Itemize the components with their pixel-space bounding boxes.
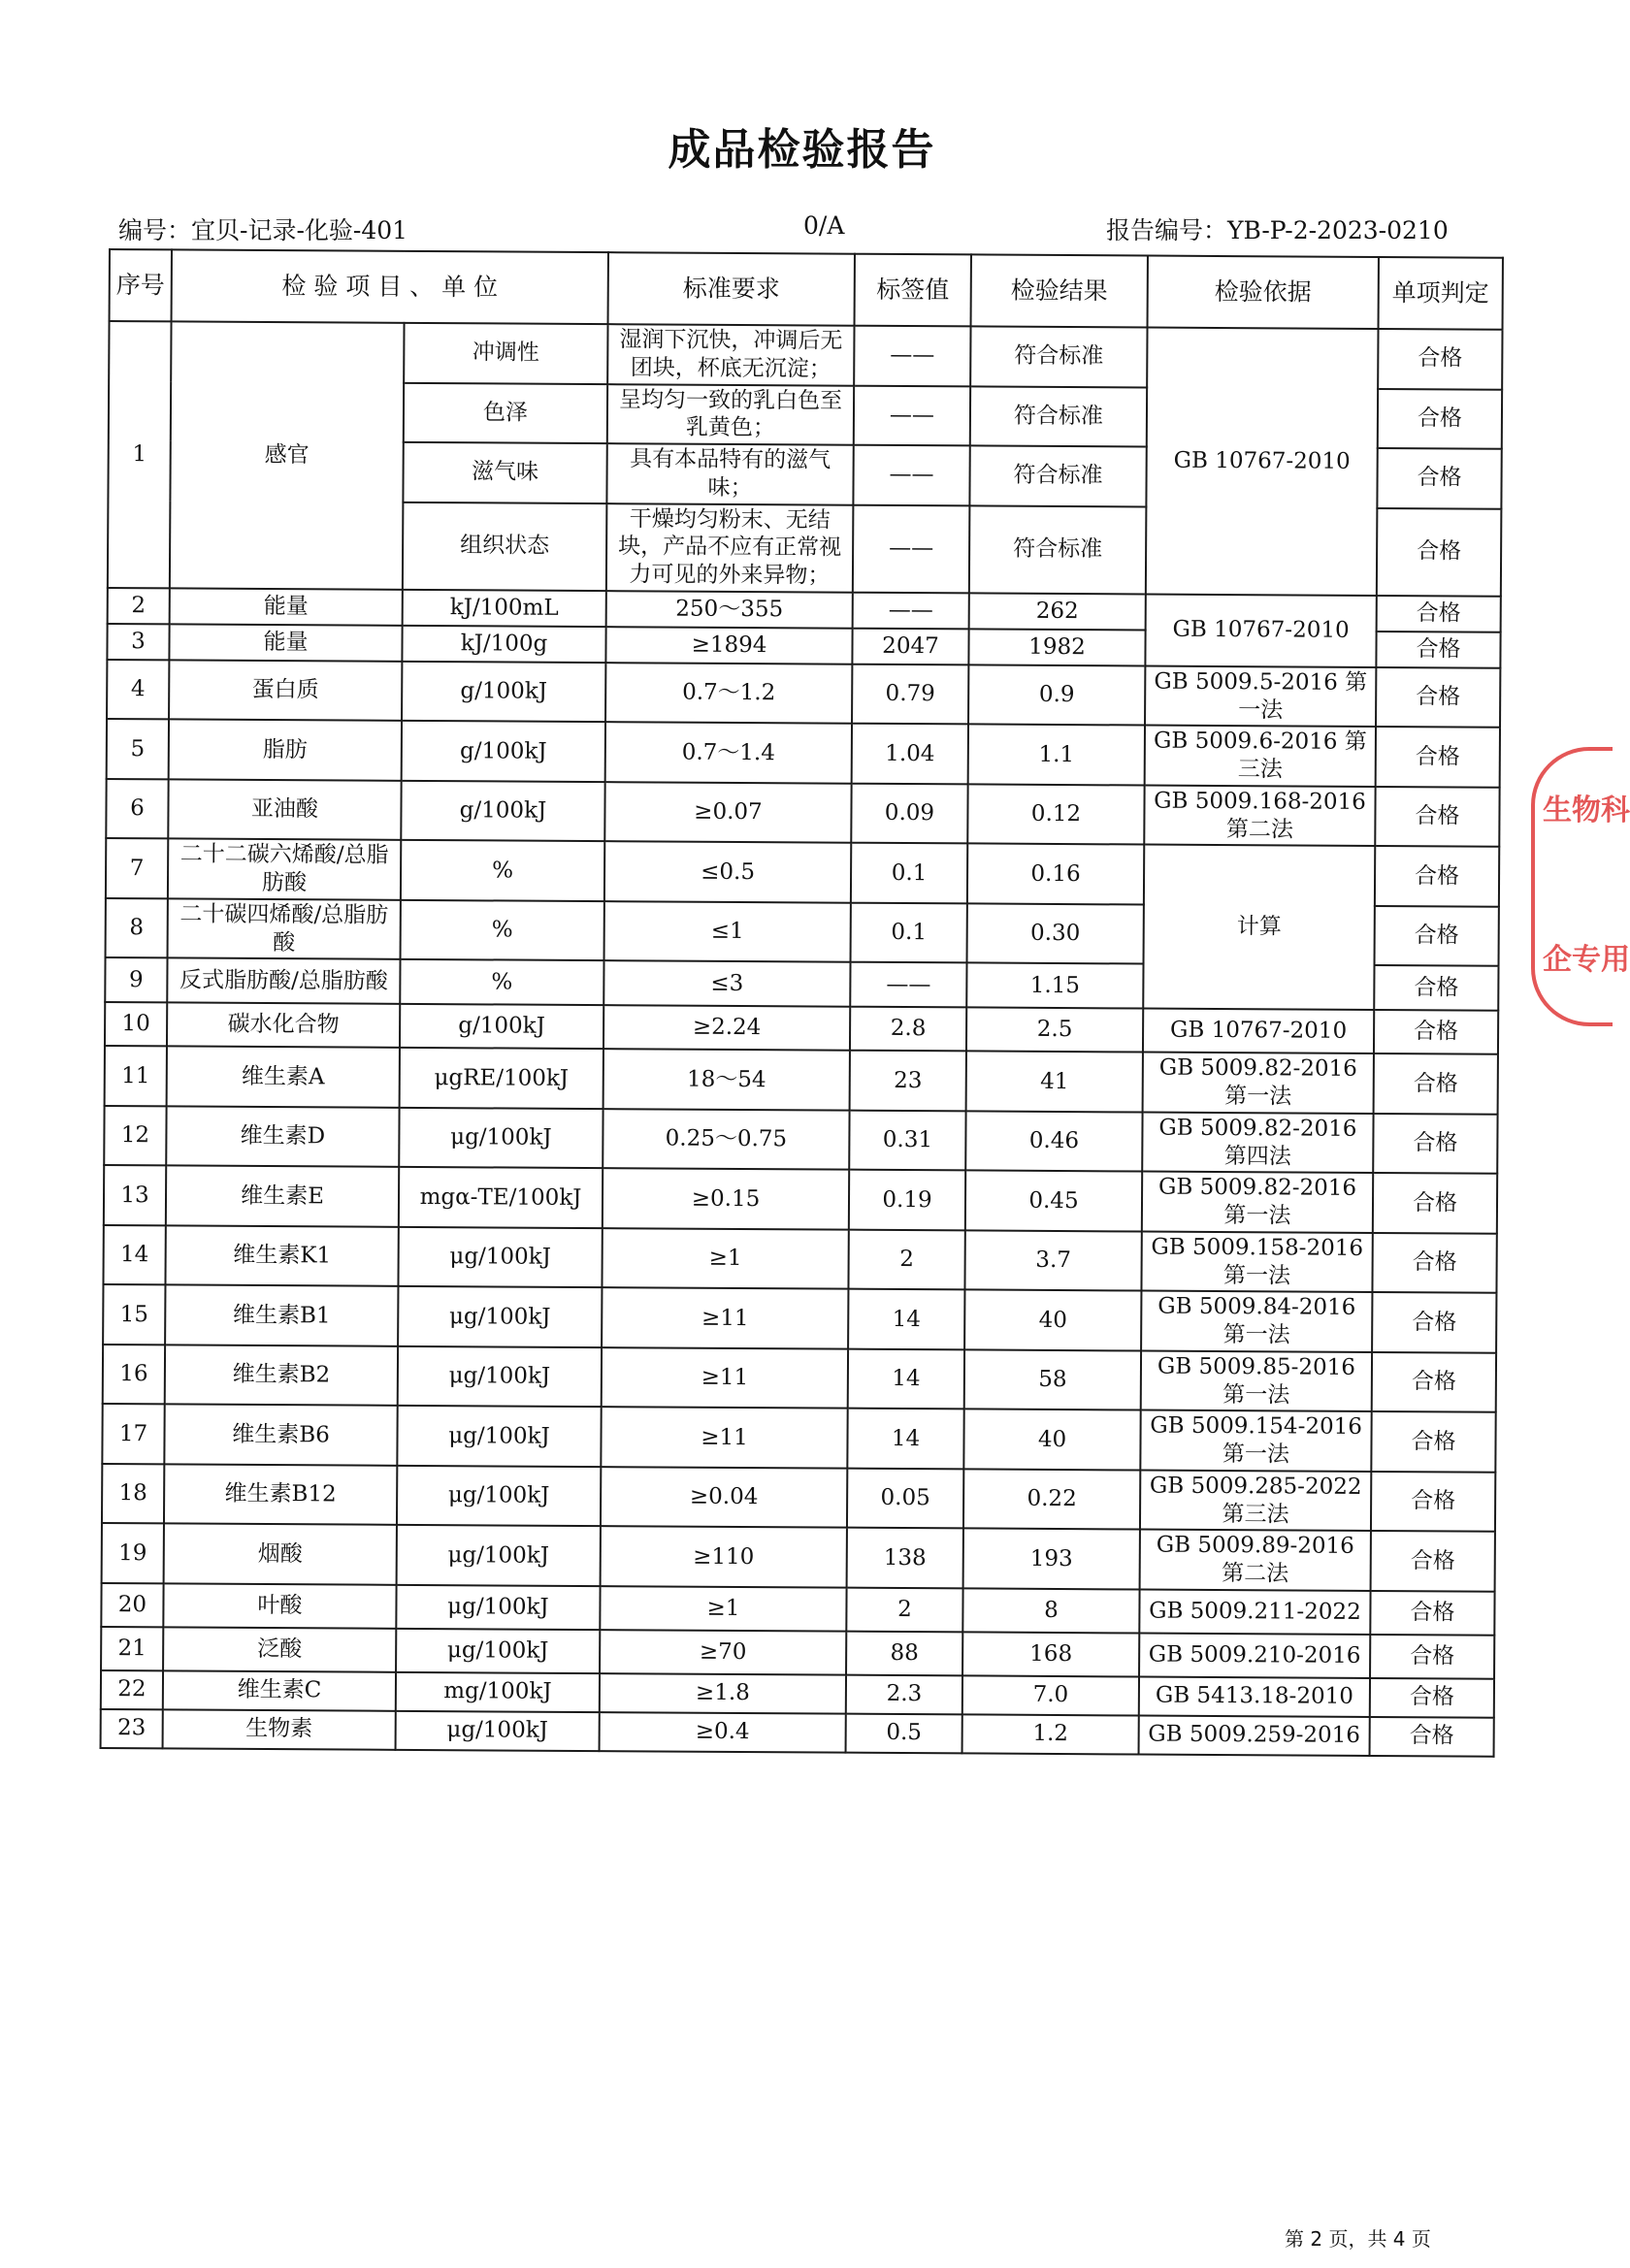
verdict-cell: 合格 bbox=[1376, 667, 1500, 728]
seq-cell: 17 bbox=[102, 1404, 164, 1464]
result-cell: 41 bbox=[966, 1052, 1143, 1113]
label-value-cell: 0.31 bbox=[849, 1110, 965, 1170]
label-value-cell: 0.05 bbox=[847, 1468, 963, 1528]
verdict-cell: 合格 bbox=[1373, 1173, 1497, 1233]
item-cell: 泛酸 bbox=[163, 1627, 396, 1671]
verdict-cell: 合格 bbox=[1376, 727, 1500, 787]
result-cell: 1.2 bbox=[962, 1714, 1139, 1754]
stamp-text-top: 生物科 bbox=[1543, 794, 1630, 827]
basis-cell: GB 5009.158-2016 第一法 bbox=[1141, 1231, 1372, 1292]
report-number: 报告编号：YB-P-2-2023-0210 bbox=[1106, 216, 1449, 244]
label-value-cell: 2.3 bbox=[846, 1674, 962, 1714]
seq-cell: 23 bbox=[101, 1709, 163, 1748]
seq-cell: 5 bbox=[107, 719, 169, 779]
unit-cell: g/100kJ bbox=[402, 721, 605, 782]
item-cell: 维生素B12 bbox=[164, 1464, 397, 1525]
item-cell: 碳水化合物 bbox=[167, 1003, 400, 1048]
basis-cell: GB 5009.168-2016 第二法 bbox=[1144, 785, 1375, 846]
requirement-cell: 250～355 bbox=[606, 591, 853, 629]
table-row bbox=[104, 1106, 1497, 1174]
header-item: 检 验 项 目 、 单 位 bbox=[172, 249, 608, 324]
label-value-cell: 2047 bbox=[852, 628, 968, 664]
requirement-cell: ≥11 bbox=[601, 1407, 847, 1468]
red-seal-stamp bbox=[1531, 747, 1630, 1026]
label-value-cell: 1.04 bbox=[852, 724, 968, 784]
verdict-cell: 合格 bbox=[1374, 1053, 1498, 1114]
label-value-cell: —— bbox=[853, 445, 969, 505]
label-value-cell: 2.8 bbox=[850, 1007, 966, 1052]
item-cell: 维生素D bbox=[166, 1106, 399, 1167]
verdict-cell: 合格 bbox=[1377, 507, 1502, 596]
label-value-cell: 14 bbox=[848, 1289, 964, 1349]
seq-cell: 19 bbox=[102, 1523, 164, 1583]
result-cell: 1.1 bbox=[968, 725, 1145, 786]
result-cell: 193 bbox=[963, 1529, 1140, 1590]
unit-cell: % bbox=[401, 840, 604, 901]
verdict-cell: 合格 bbox=[1377, 448, 1501, 508]
verdict-cell: 合格 bbox=[1371, 1531, 1495, 1591]
unit-cell: μg/100kJ bbox=[398, 1227, 602, 1288]
label-value-cell: —— bbox=[853, 504, 970, 593]
table-row bbox=[103, 1345, 1496, 1412]
basis-cell: GB 5009.84-2016 第一法 bbox=[1141, 1291, 1372, 1352]
result-cell: 符合标准 bbox=[970, 386, 1147, 447]
unit-cell: μg/100kJ bbox=[397, 1406, 601, 1467]
table-row bbox=[107, 719, 1500, 787]
label-value-cell: 14 bbox=[847, 1409, 963, 1469]
seq-cell: 11 bbox=[105, 1046, 167, 1106]
seq-cell: 13 bbox=[104, 1165, 166, 1225]
table-row bbox=[104, 1165, 1497, 1233]
basis-cell: GB 5009.85-2016 第一法 bbox=[1141, 1350, 1372, 1411]
label-value-cell: —— bbox=[850, 962, 966, 1008]
item-cell: 反式脂肪酸/总脂肪酸 bbox=[167, 958, 400, 1004]
verdict-cell: 合格 bbox=[1375, 846, 1499, 906]
table-row bbox=[106, 838, 1499, 906]
item-cell: 维生素C bbox=[163, 1670, 396, 1710]
result-cell: 0.30 bbox=[967, 903, 1144, 964]
requirement-cell: ≥0.04 bbox=[601, 1467, 847, 1528]
report-title: 成品检验报告 bbox=[668, 125, 936, 175]
verdict-cell: 合格 bbox=[1375, 906, 1499, 966]
verdict-cell: 合格 bbox=[1378, 329, 1502, 389]
requirement-cell: 呈均匀一致的乳白色至乳黄色； bbox=[607, 384, 854, 445]
result-cell: 58 bbox=[964, 1349, 1141, 1410]
unit-cell: kJ/100mL bbox=[403, 590, 606, 627]
requirement-cell: 0.25～0.75 bbox=[603, 1109, 849, 1170]
seq-cell: 2 bbox=[108, 588, 170, 624]
item-cell: 二十碳四烯酸/总脂肪酸 bbox=[168, 898, 401, 959]
inspection-table bbox=[100, 248, 1504, 1758]
result-cell: 7.0 bbox=[962, 1675, 1139, 1715]
seq-cell: 9 bbox=[105, 957, 167, 1002]
result-cell: 168 bbox=[962, 1632, 1139, 1676]
requirement-cell: ≥1.8 bbox=[600, 1673, 846, 1714]
unit-cell: % bbox=[400, 959, 603, 1005]
result-cell: 符合标准 bbox=[969, 505, 1147, 594]
item-cell: 叶酸 bbox=[163, 1583, 396, 1628]
requirement-cell: ≥110 bbox=[601, 1526, 847, 1587]
verdict-cell: 合格 bbox=[1370, 1591, 1494, 1636]
unit-cell: g/100kJ bbox=[401, 781, 604, 842]
result-cell: 262 bbox=[969, 593, 1146, 630]
unit-cell: % bbox=[401, 900, 604, 961]
requirement-cell: ≥0.4 bbox=[600, 1712, 846, 1753]
basis-cell: GB 5413.18-2010 bbox=[1139, 1676, 1370, 1716]
header-basis: 检验依据 bbox=[1148, 256, 1379, 329]
item-cell: 维生素K1 bbox=[165, 1225, 398, 1286]
seq-cell: 14 bbox=[103, 1225, 165, 1285]
seq-cell: 6 bbox=[106, 779, 168, 839]
header-requirement: 标准要求 bbox=[608, 252, 855, 326]
label-value-cell: 0.5 bbox=[846, 1713, 962, 1753]
item-cell: 滋气味 bbox=[403, 442, 606, 503]
basis-cell: GB 5009.82-2016 第一法 bbox=[1142, 1172, 1373, 1233]
result-cell: 40 bbox=[963, 1409, 1140, 1471]
item-cell: 生物素 bbox=[163, 1709, 396, 1749]
header-result: 检验结果 bbox=[971, 254, 1148, 327]
table-header-row bbox=[110, 249, 1503, 330]
unit-cell: mgα-TE/100kJ bbox=[399, 1167, 603, 1228]
result-cell: 0.16 bbox=[967, 844, 1144, 905]
requirement-cell: ≥70 bbox=[600, 1630, 846, 1675]
requirement-cell: ≤3 bbox=[603, 960, 850, 1007]
verdict-cell: 合格 bbox=[1375, 787, 1499, 847]
requirement-cell: ≥11 bbox=[602, 1347, 848, 1409]
requirement-cell: 具有本品特有的滋气味； bbox=[606, 443, 853, 504]
unit-cell: μg/100kJ bbox=[398, 1286, 602, 1347]
label-value-cell: 0.1 bbox=[851, 843, 967, 903]
result-cell: 3.7 bbox=[964, 1230, 1141, 1291]
basis-cell: GB 5009.210-2016 bbox=[1139, 1633, 1370, 1677]
item-cell: 组织状态 bbox=[403, 502, 607, 591]
basis-cell: GB 5009.211-2022 bbox=[1139, 1589, 1370, 1634]
unit-cell: μgRE/100kJ bbox=[400, 1048, 603, 1109]
category-cell: 感官 bbox=[170, 321, 405, 589]
label-value-cell: 2 bbox=[846, 1587, 962, 1632]
requirement-cell: 18～54 bbox=[603, 1049, 850, 1110]
verdict-cell: 合格 bbox=[1377, 596, 1501, 632]
table-row bbox=[109, 321, 1502, 389]
item-cell: 蛋白质 bbox=[169, 660, 402, 721]
unit-cell: μg/100kJ bbox=[397, 1525, 601, 1586]
label-value-cell: 0.19 bbox=[849, 1170, 965, 1230]
label-value-cell: —— bbox=[854, 385, 970, 445]
verdict-cell: 合格 bbox=[1373, 1114, 1497, 1174]
verdict-cell: 合格 bbox=[1374, 965, 1498, 1011]
result-cell: 0.12 bbox=[967, 784, 1144, 845]
header-verdict: 单项判定 bbox=[1379, 257, 1503, 330]
verdict-cell: 合格 bbox=[1372, 1233, 1496, 1293]
unit-cell: g/100kJ bbox=[400, 1004, 603, 1049]
table-row bbox=[105, 1046, 1498, 1114]
unit-cell: μg/100kJ bbox=[399, 1108, 603, 1169]
result-cell: 0.9 bbox=[968, 664, 1145, 726]
label-value-cell: 88 bbox=[846, 1631, 962, 1675]
seq-cell: 8 bbox=[106, 898, 168, 958]
item-cell: 二十二碳六烯酸/总脂肪酸 bbox=[168, 839, 401, 900]
verdict-cell: 合格 bbox=[1370, 1678, 1494, 1718]
unit-cell: μg/100kJ bbox=[397, 1466, 601, 1527]
seq-cell: 18 bbox=[102, 1464, 164, 1524]
label-value-cell: 0.79 bbox=[852, 664, 968, 724]
verdict-cell: 合格 bbox=[1371, 1411, 1495, 1472]
item-cell: 维生素B1 bbox=[165, 1285, 398, 1346]
basis-cell: GB 5009.6-2016 第三法 bbox=[1145, 726, 1376, 787]
result-cell: 2.5 bbox=[966, 1008, 1143, 1053]
requirement-cell: ≤0.5 bbox=[604, 841, 851, 902]
page-footer: 第 2 页，共 4 页 bbox=[1285, 2227, 1431, 2251]
label-value-cell: 138 bbox=[847, 1528, 963, 1588]
table-row bbox=[103, 1284, 1496, 1352]
label-value-cell: 0.09 bbox=[851, 783, 967, 843]
seq-cell: 12 bbox=[104, 1106, 166, 1166]
record-number: 编号：宜贝-记录-化验-401 bbox=[118, 216, 408, 244]
unit-cell: μg/100kJ bbox=[396, 1711, 600, 1751]
basis-cell: GB 10767-2010 bbox=[1143, 1009, 1374, 1053]
result-cell: 1.15 bbox=[966, 963, 1143, 1009]
basis-cell: GB 5009.259-2016 bbox=[1139, 1715, 1370, 1755]
label-value-cell: 23 bbox=[850, 1051, 966, 1111]
seq-cell: 21 bbox=[101, 1627, 163, 1670]
unit-cell: μg/100kJ bbox=[396, 1629, 600, 1673]
basis-cell: GB 5009.154-2016 第一法 bbox=[1140, 1410, 1371, 1472]
requirement-cell: 0.7～1.4 bbox=[605, 722, 852, 783]
verdict-cell: 合格 bbox=[1378, 388, 1502, 448]
result-cell: 0.45 bbox=[965, 1171, 1142, 1232]
basis-cell: GB 10767-2010 bbox=[1146, 328, 1379, 596]
seq-cell: 4 bbox=[107, 660, 169, 720]
result-cell: 0.22 bbox=[963, 1469, 1140, 1530]
seq-cell: 7 bbox=[106, 838, 168, 898]
verdict-cell: 合格 bbox=[1376, 632, 1500, 668]
item-cell: 维生素B6 bbox=[164, 1405, 397, 1466]
seq-cell: 10 bbox=[105, 1002, 167, 1046]
seq-cell: 20 bbox=[101, 1583, 163, 1627]
table-row bbox=[101, 1709, 1494, 1757]
basis-cell: GB 5009.82-2016 第一法 bbox=[1143, 1053, 1374, 1114]
requirement-cell: ≥1 bbox=[600, 1586, 846, 1632]
item-cell: 维生素E bbox=[166, 1166, 399, 1227]
requirement-cell: 干燥均匀粉末、无结块，产品不应有正常视力可见的外来异物； bbox=[606, 503, 854, 593]
result-cell: 40 bbox=[964, 1290, 1141, 1351]
item-cell: 亚油酸 bbox=[168, 779, 401, 840]
unit-cell: kJ/100g bbox=[402, 626, 605, 663]
basis-cell: 计算 bbox=[1143, 845, 1375, 1010]
header-label-value: 标签值 bbox=[855, 254, 971, 327]
seq-cell: 3 bbox=[107, 624, 169, 660]
requirement-cell: 0.7～1.2 bbox=[605, 663, 852, 724]
basis-cell: GB 5009.5-2016 第一法 bbox=[1145, 665, 1376, 727]
label-value-cell: —— bbox=[853, 592, 969, 629]
stamp-text-bottom: 企专用 bbox=[1543, 943, 1630, 977]
verdict-cell: 合格 bbox=[1372, 1352, 1496, 1412]
result-cell: 符合标准 bbox=[969, 445, 1146, 506]
item-cell: 冲调性 bbox=[404, 323, 607, 384]
unit-cell: g/100kJ bbox=[402, 662, 605, 723]
item-cell: 维生素A bbox=[167, 1047, 400, 1108]
seq-cell: 22 bbox=[101, 1670, 163, 1709]
version-label: 0/A bbox=[803, 211, 845, 240]
requirement-cell: 湿润下沉快，冲调后无团块，杯底无沉淀； bbox=[607, 324, 854, 385]
table-row bbox=[102, 1404, 1495, 1472]
result-cell: 0.46 bbox=[965, 1111, 1142, 1172]
table-row bbox=[103, 1225, 1496, 1293]
seq-cell: 16 bbox=[103, 1345, 165, 1405]
unit-cell: μg/100kJ bbox=[398, 1346, 602, 1408]
requirement-cell: ≤1 bbox=[604, 901, 851, 962]
basis-cell: GB 10767-2010 bbox=[1145, 594, 1376, 666]
label-value-cell: 2 bbox=[848, 1229, 964, 1289]
header-seq: 序号 bbox=[110, 249, 172, 321]
verdict-cell: 合格 bbox=[1374, 1010, 1498, 1054]
basis-cell: GB 5009.82-2016 第四法 bbox=[1142, 1112, 1373, 1173]
unit-cell: μg/100kJ bbox=[396, 1585, 600, 1630]
basis-cell: GB 5009.89-2016 第二法 bbox=[1140, 1530, 1371, 1591]
requirement-cell: ≥0.15 bbox=[603, 1168, 849, 1229]
requirement-cell: ≥0.07 bbox=[604, 782, 851, 843]
seq-cell: 15 bbox=[103, 1284, 165, 1345]
verdict-cell: 合格 bbox=[1370, 1635, 1494, 1679]
basis-cell: GB 5009.285-2022 第三法 bbox=[1140, 1470, 1371, 1531]
requirement-cell: ≥11 bbox=[602, 1287, 848, 1348]
requirement-cell: ≥1 bbox=[602, 1228, 848, 1289]
table-row bbox=[102, 1523, 1495, 1591]
item-cell: 能量 bbox=[170, 588, 403, 625]
table-row bbox=[106, 779, 1499, 847]
verdict-cell: 合格 bbox=[1371, 1472, 1495, 1532]
requirement-cell: ≥1894 bbox=[605, 627, 852, 664]
result-cell: 8 bbox=[962, 1588, 1139, 1633]
verdict-cell: 合格 bbox=[1370, 1717, 1494, 1757]
label-value-cell: 14 bbox=[848, 1348, 964, 1409]
label-value-cell: 0.1 bbox=[851, 902, 967, 962]
unit-cell: mg/100kJ bbox=[396, 1672, 600, 1712]
item-cell: 维生素B2 bbox=[165, 1345, 398, 1406]
table-row bbox=[107, 660, 1500, 728]
verdict-cell: 合格 bbox=[1372, 1292, 1496, 1352]
label-value-cell: —— bbox=[854, 326, 970, 386]
item-cell: 脂肪 bbox=[169, 720, 402, 781]
item-cell: 烟酸 bbox=[164, 1524, 397, 1585]
requirement-cell: ≥2.24 bbox=[603, 1005, 850, 1051]
result-cell: 1982 bbox=[968, 629, 1145, 665]
seq-cell: 1 bbox=[108, 321, 172, 588]
table-row bbox=[102, 1464, 1495, 1532]
result-cell: 符合标准 bbox=[970, 326, 1147, 387]
item-cell: 能量 bbox=[169, 624, 402, 661]
item-cell: 色泽 bbox=[404, 382, 607, 443]
